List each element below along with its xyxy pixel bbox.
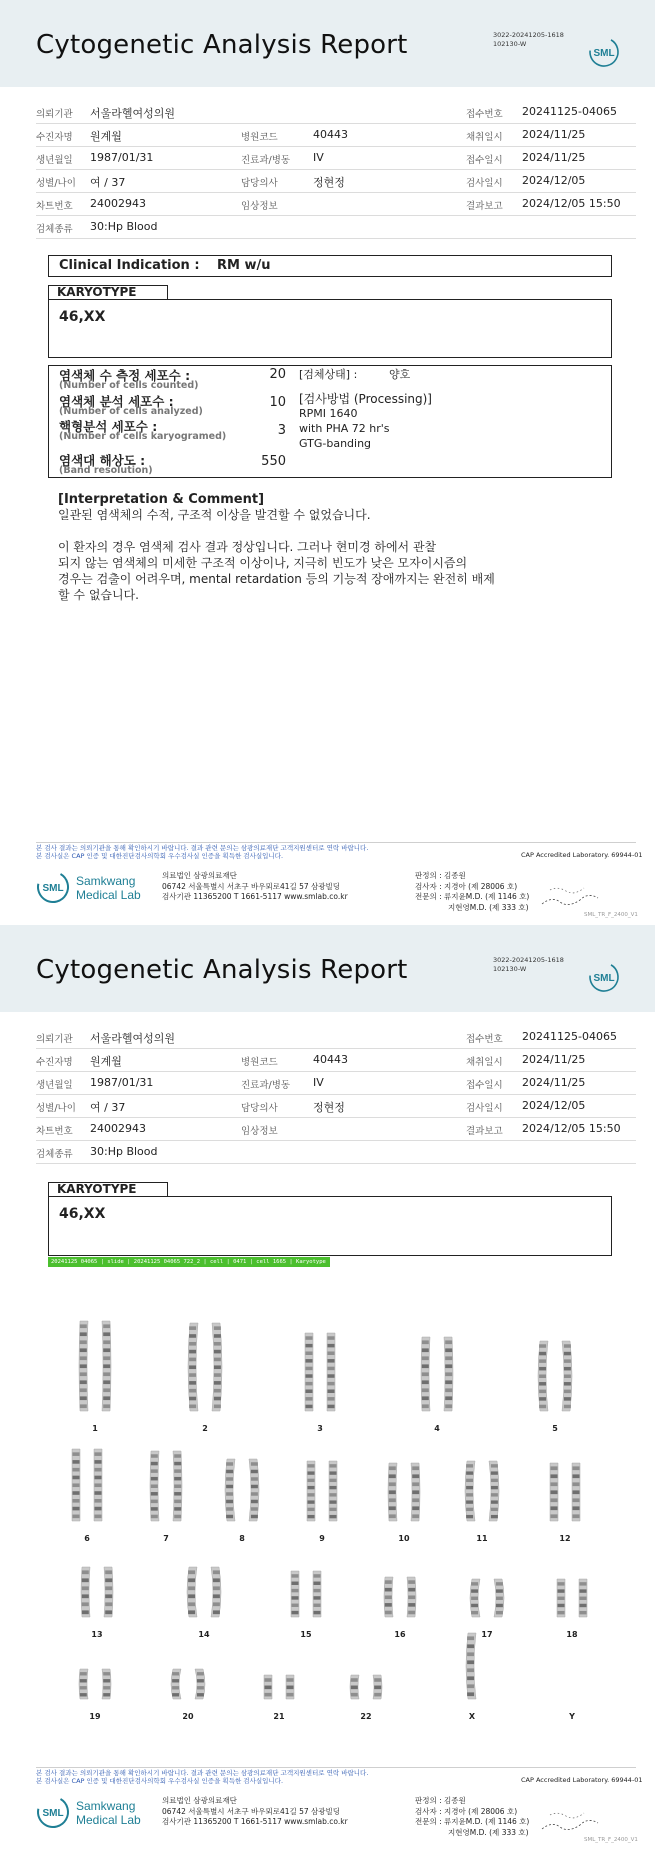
chromosome-pair-15 [276,1566,336,1622]
examiner: 검사자 : 지경아 (제 28006 호) [415,1806,518,1816]
karyogram-image-bar: 20241125 04065 | slide | 20241125 04065 722_2 | cell | 0471 | cell 1665 | Karyotype (1256 x 920) [48,1257,330,1267]
cap-accreditation: CAP Accredited Laboratory. 69944-01 [521,1776,643,1784]
collected-label: 채취일시 [466,132,503,143]
document-code: SML_TR_F_2400_V1 [584,912,638,918]
doc-no-line-1: 3022-20241205-1618 [493,31,564,39]
footer-org: 의료법인 삼광의료재단 [162,1796,237,1805]
chromosome-label-2: 2 [202,1424,208,1433]
interpretation-line-2: 이 환자의 경우 염색체 검사 결과 정상입니다. 그러나 현미경 하에서 관찰 [58,540,437,554]
receipt-no-label: 접수번호 [466,1034,503,1045]
reported-label: 결과보고 [466,1126,503,1137]
chromosome-label-3: 3 [317,1424,323,1433]
hospital-code-value: 40443 [313,1053,348,1066]
chromosome-pair-16 [370,1572,430,1622]
footer-address [162,1796,348,1828]
specimen-label: 검체종류 [36,224,73,235]
chromosome-label-1: 1 [92,1424,98,1433]
footer-contact: 검사기관 11365200 T 1661-5117 www.smlab.co.kr [162,1817,348,1826]
doctor-value: 정현정 [313,176,345,189]
dob-label: 생년월일 [36,155,73,166]
karyotype-label: KARYOTYPE [48,1182,168,1196]
footer-signatures [415,871,529,913]
chromosome-pair-8 [212,1454,272,1526]
cells-counted-label: 염색체 수 측정 세포수 : [59,368,191,383]
lab-name-line-1: Samkwang [76,1799,136,1813]
dept-value: IV [313,1076,324,1089]
karyotype-value: 46,XX [59,309,106,325]
doc-no-line-2: 102130-W [493,40,527,48]
chromosome-label-22: 22 [360,1712,372,1721]
samkwang-logo-mark: SML [42,883,64,894]
clinical-indication-box [48,255,612,277]
footer-note-1: 본 검사 결과는 의뢰기관을 통해 확인하시기 바랍니다. 결과 관련 문의는 삼광의료재단 고객지원센터로 연락 바랍니다. [36,1769,369,1777]
cells-analyzed-en: (Number of cells analyzed) [59,406,203,417]
patient-info-table [36,101,636,239]
chromosome-pair-20 [158,1664,218,1704]
info-row [36,1095,636,1118]
chromosome-pair-9 [292,1456,352,1526]
document-number [493,31,564,49]
chromosome-pair-3 [290,1328,350,1416]
info-row [36,124,636,147]
receipt-no-value: 20241125-04065 [522,1030,617,1043]
chromosome-label-20: 20 [182,1712,194,1721]
report-page-2 [0,925,655,1850]
cells-counted-value: 20 [269,367,286,382]
receipt-no-label: 접수번호 [466,109,503,120]
chromosome-pair-19 [65,1664,125,1704]
chromosome-pair-5 [525,1336,585,1416]
clinical-info-label: 임상정보 [241,1126,278,1137]
footer-note-2: 본 검사실은 CAP 인증 및 대한진단검사의학회 우수검사실 인증을 획득한 검사실입니다. [36,852,284,860]
chromosome-pair-18 [542,1574,602,1622]
info-row [36,216,636,239]
tested-value: 2024/12/05 [522,1099,586,1112]
clinical-info-label: 임상정보 [241,201,278,212]
band-resolution-label: 염색대 해상도 : [59,453,146,468]
footer-signatures [415,1796,529,1838]
footer-divider [36,842,636,843]
specialist-2: 지현영M.D. (제 333 호) [448,1827,529,1837]
karyotype-value: 46,XX [59,1206,106,1222]
interpretation-line-5: 할 수 없습니다. [58,588,139,602]
chromosome-pair-12 [535,1458,595,1526]
info-row [36,1049,636,1072]
info-row [36,170,636,193]
chromosome-pair-6 [57,1444,117,1526]
chromosome-pair-17 [457,1574,517,1622]
info-row [36,193,636,216]
collected-value: 2024/11/25 [522,1053,586,1066]
cap-accreditation: CAP Accredited Laboratory. 69944-01 [521,851,643,859]
cells-karyogramed-en: (Number of cells karyogramed) [59,431,227,442]
chart-value: 24002943 [90,1122,146,1135]
chromosome-pair-14 [174,1562,234,1622]
cells-karyogramed-label: 핵형분석 세포수 : [59,419,158,434]
patient-info-table [36,1026,636,1164]
collected-value: 2024/11/25 [522,128,586,141]
chromosome-pair-1 [65,1316,125,1416]
band-resolution-en: (Band resolution) [59,465,153,476]
interpretation-line-1: 일관된 염색체의 수적, 구조적 이상을 발견할 수 없었습니다. [58,508,371,522]
method-label: [검사방법 (Processing)] [299,392,432,406]
received-label: 접수일시 [466,155,503,166]
sex-age-value: 여 / 37 [90,176,126,189]
chromosome-label-4: 4 [434,1424,440,1433]
chromosome-label-17: 17 [481,1630,493,1639]
sml-logo-icon [588,961,620,993]
footer-note-2: 본 검사실은 CAP 인증 및 대한진단검사의학회 우수검사실 인증을 획득한 검사실입니다. [36,1777,284,1785]
hospital-code-label: 병원코드 [241,132,278,143]
dob-value: 1987/01/31 [90,151,154,164]
footer-street: 06742 서울특별시 서초구 바우뫼로41길 57 삼광빌딩 [162,1806,341,1816]
karyotype-box [48,1196,612,1256]
chromosome-pair-4 [407,1332,467,1416]
samkwang-logo-icon [36,1792,156,1832]
chromosome-label-8: 8 [239,1534,245,1543]
reported-value: 2024/12/05 15:50 [522,1122,621,1135]
chromosome-label-Y: Y [569,1712,575,1721]
sml-logo-text: SML [593,48,615,59]
doctor-label: 담당의사 [241,1103,278,1114]
signature-scribble [540,1807,600,1835]
name-value: 원계월 [90,130,122,143]
specimen-status-label: [검체상태] : [299,368,358,381]
chromosome-pair-21 [249,1670,309,1704]
receipt-no-value: 20241125-04065 [522,105,617,118]
info-row [36,147,636,170]
received-value: 2024/11/25 [522,151,586,164]
lab-name-line-2: Medical Lab [76,888,141,902]
name-value: 원계월 [90,1055,122,1068]
reported-label: 결과보고 [466,201,503,212]
chromosome-label-7: 7 [163,1534,169,1543]
chromosome-label-14: 14 [198,1630,210,1639]
sml-logo-text: SML [593,973,615,984]
info-row [36,1072,636,1095]
clinical-indication-value: RM w/u [217,258,271,273]
method-line-1: RPMI 1640 [299,407,358,420]
cells-karyogramed-value: 3 [277,423,286,438]
clinical-indication-label: Clinical Indication : [59,258,200,273]
tested-label: 검사일시 [466,178,503,189]
tested-label: 검사일시 [466,1103,503,1114]
lab-name-line-2: Medical Lab [76,1813,141,1827]
director: 판정의 : 김종원 [415,871,466,880]
signature-scribble [540,882,600,910]
karyotype-box [48,299,612,358]
specimen-value: 30:Hp Blood [90,220,158,233]
document-number [493,956,564,974]
hospital-code-label: 병원코드 [241,1057,278,1068]
doc-no-line-1: 3022-20241205-1618 [493,956,564,964]
doctor-label: 담당의사 [241,178,278,189]
institution-value: 서울라헬여성의원 [90,1032,176,1045]
specimen-label: 검체종류 [36,1149,73,1160]
sml-logo-icon [588,36,620,68]
chromosome-label-19: 19 [89,1712,101,1721]
dob-value: 1987/01/31 [90,1076,154,1089]
report-title: Cytogenetic Analysis Report [36,955,408,985]
footer-contact: 검사기관 11365200 T 1661-5117 www.smlab.co.kr [162,892,348,901]
cells-analyzed-value: 10 [269,395,286,410]
specimen-status-value: 양호 [389,368,411,381]
chromosome-label-15: 15 [300,1630,312,1639]
doctor-value: 정현정 [313,1101,345,1114]
footer-street: 06742 서울특별시 서초구 바우뫼로41길 57 삼광빌딩 [162,881,341,891]
footer-divider [36,1767,636,1768]
dept-label: 진료과/병동 [241,1080,291,1091]
specialist-2: 지현영M.D. (제 333 호) [448,902,529,912]
received-label: 접수일시 [466,1080,503,1091]
chromosome-label-16: 16 [394,1630,406,1639]
info-row [36,1141,636,1164]
sex-age-label: 성별/나이 [36,178,76,189]
info-row [36,101,636,124]
chromosome-label-21: 21 [273,1712,285,1721]
chromosome-label-X: X [468,1712,476,1721]
name-label: 수진자명 [36,1057,73,1068]
samkwang-logo-mark: SML [42,1808,64,1819]
chart-label: 차트번호 [36,201,73,212]
examiner: 검사자 : 지경아 (제 28006 호) [415,881,518,891]
dob-label: 생년월일 [36,1080,73,1091]
chromosome-label-18: 18 [566,1630,578,1639]
specialist-1: 전문의 : 류지윤M.D. (제 1146 호) [415,1817,530,1826]
doc-no-line-2: 102130-W [493,965,527,973]
chromosome-pair-2 [175,1318,235,1416]
chromosome-pair-22 [336,1670,396,1704]
info-row [36,1118,636,1141]
cells-counted-en: (Number of cells counted) [59,380,199,391]
chromosome-pair-11 [452,1456,512,1526]
chart-value: 24002943 [90,197,146,210]
chromosome-pair-X [442,1628,502,1704]
chromosome-label-12: 12 [559,1534,571,1543]
interpretation-line-4: 경우는 검출이 어려우며, mental retardation 등의 기능적 장애까지는 완전히 배제 [58,572,495,586]
footer-note-1: 본 검사 결과는 의뢰기관을 통해 확인하시기 바랍니다. 결과 관련 문의는 삼광의료재단 고객지원센터로 연락 바랍니다. [36,844,369,852]
hospital-code-value: 40443 [313,128,348,141]
chromosome-label-10: 10 [398,1534,410,1543]
method-line-2: with PHA 72 hr's [299,422,390,435]
institution-value: 서울라헬여성의원 [90,107,176,120]
reported-value: 2024/12/05 15:50 [522,197,621,210]
chart-label: 차트번호 [36,1126,73,1137]
karyotype-label: KARYOTYPE [48,285,168,299]
interpretation-line-3: 되지 않는 염색체의 미세한 구조적 이상이나, 지극히 빈도가 낮은 모자이시즘의 [58,556,468,570]
cells-analyzed-label: 염색체 분석 세포수 : [59,394,174,409]
chromosome-label-5: 5 [552,1424,558,1433]
tested-value: 2024/12/05 [522,174,586,187]
band-resolution-value: 550 [261,454,286,469]
sex-age-label: 성별/나이 [36,1103,76,1114]
chromosome-label-11: 11 [476,1534,488,1543]
footer-address [162,871,348,903]
cell-count-box [48,365,612,478]
samkwang-logo-icon [36,867,156,907]
dept-value: IV [313,151,324,164]
lab-name-line-1: Samkwang [76,874,136,888]
interpretation-heading: [Interpretation & Comment] [58,492,265,507]
chromosome-label-9: 9 [319,1534,325,1543]
report-title: Cytogenetic Analysis Report [36,30,408,60]
specialist-1: 전문의 : 류지윤M.D. (제 1146 호) [415,892,530,901]
info-row [36,1026,636,1049]
name-label: 수진자명 [36,132,73,143]
chromosome-label-13: 13 [91,1630,103,1639]
chromosome-pair-10 [374,1458,434,1526]
collected-label: 채취일시 [466,1057,503,1068]
received-value: 2024/11/25 [522,1076,586,1089]
method-line-3: GTG-banding [299,437,372,450]
footer-org: 의료법인 삼광의료재단 [162,871,237,880]
institution-label: 의뢰기관 [36,109,73,120]
chromosome-pair-7 [136,1446,196,1526]
document-code: SML_TR_F_2400_V1 [584,1837,638,1843]
chromosome-pair-13 [67,1562,127,1622]
chromosome-label-6: 6 [84,1534,90,1543]
sex-age-value: 여 / 37 [90,1101,126,1114]
dept-label: 진료과/병동 [241,155,291,166]
director: 판정의 : 김종원 [415,1796,466,1805]
specimen-value: 30:Hp Blood [90,1145,158,1158]
institution-label: 의뢰기관 [36,1034,73,1045]
